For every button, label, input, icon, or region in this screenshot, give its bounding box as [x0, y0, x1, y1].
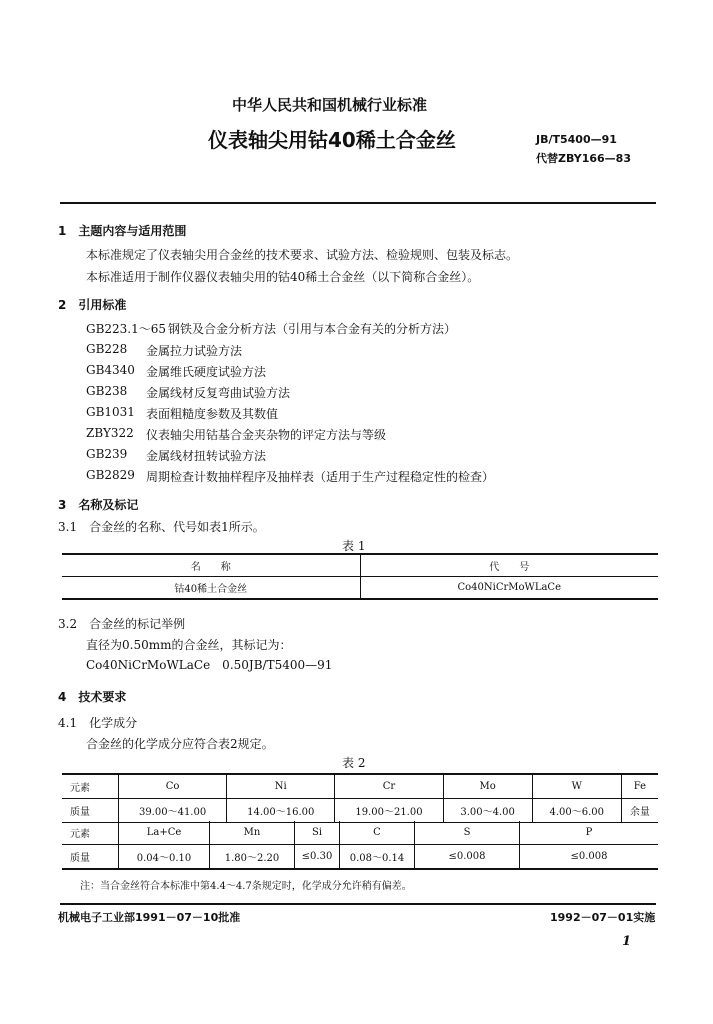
table-2-cell: Ni [227, 774, 335, 799]
section-3-title: 3 名称及标记 [58, 498, 139, 512]
replaces-code: 代替ZBY166—83 [536, 152, 631, 165]
reference-text: 金属线材反复弯曲试验方法 [146, 386, 291, 400]
table-2-row-label: 质量 [62, 799, 119, 823]
table-1-cell-code: Co40NiCrMoWLaCe [457, 582, 561, 593]
table-2-cell: C [340, 821, 415, 845]
reference-text: 周期检查计数抽样程序及抽样表（适用于生产过程稳定性的检查） [146, 470, 495, 484]
reference-code: GB1031 [86, 405, 135, 419]
section-4-title: 4 技术要求 [58, 690, 127, 704]
reference-code: GB223.1～65 [86, 322, 167, 336]
table-2-cell: La+Ce [119, 821, 210, 845]
table-2-cell: Co [119, 774, 227, 799]
reference-code: GB238 [86, 384, 128, 398]
reference-text: 金属线材扭转试验方法 [146, 449, 267, 463]
section-4-1: 4.1 化学成分 [58, 716, 138, 730]
table-2-cell: 0.08～0.14 [340, 845, 415, 870]
section-3-2-paragraph-2: Co40NiCrMoWLaCe 0.50JB/T5400—91 [86, 658, 333, 672]
approval-date: 机械电子工业部1991－07－10批准 [58, 911, 241, 924]
document-title: 仪表轴尖用钴40稀土合金丝 [208, 128, 456, 152]
table-2-cell: ≤0.008 [570, 851, 608, 862]
section-1-paragraph-1: 本标准规定了仪表轴尖用合金丝的技术要求、试验方法、检验规则、包装及标志。 [86, 248, 519, 262]
section-1-title: 1 主题内容与适用范围 [58, 224, 187, 238]
footer-rule [60, 903, 656, 905]
table-2-cell: Mo [443, 774, 532, 799]
table-2-cell: ≤0.008 [415, 845, 520, 870]
table-2-cell: 余量 [629, 807, 650, 818]
section-2-title: 2 引用标准 [58, 298, 127, 312]
table-2-cell: 0.04～0.10 [119, 845, 210, 870]
reference-text: 金属维氏硬度试验方法 [146, 365, 267, 379]
table-2-cell: ≤0.30 [295, 845, 340, 870]
table-2-lower [62, 821, 658, 870]
reference-text: 金属拉力试验方法 [146, 344, 243, 358]
section-3-1: 3.1 合金丝的名称、代号如表1所示。 [58, 520, 265, 534]
section-1-paragraph-2: 本标准适用于制作仪器仪表轴尖用的钴40稀土合金丝（以下简称合金丝）。 [86, 270, 480, 284]
table-2-cell: 4.00～6.00 [532, 799, 621, 823]
reference-code: ZBY322 [86, 426, 134, 440]
table-2-row-label: 元素 [62, 774, 119, 799]
reference-text: 钢铁及合金分析方法（引用与本合金有关的分析方法） [168, 322, 457, 336]
industry-standard-label: 中华人民共和国机械行业标准 [232, 96, 428, 114]
table-1-header-code: 代 号 [489, 562, 530, 573]
reference-text: 仪表轴尖用钴基合金夹杂物的评定方法与等级 [146, 428, 387, 442]
table-2-cell: 1.80～2.20 [210, 845, 295, 870]
table-2 [62, 773, 658, 823]
reference-code: GB4340 [86, 363, 135, 377]
table-2-cell: Fe [633, 781, 647, 792]
table-2-cell: Si [295, 821, 340, 845]
table-2-row-label: 质量 [62, 845, 119, 870]
table-2-cell: P [585, 827, 593, 838]
table-2-cell: Mn [210, 821, 295, 845]
reference-code: GB228 [86, 342, 128, 356]
table-2-cell: 3.00～4.00 [443, 799, 532, 823]
reference-code: GB2829 [86, 468, 135, 482]
table-1-cell-name: 钴40稀土合金丝 [62, 577, 360, 600]
table-1 [62, 553, 658, 600]
table-2-cell: W [532, 774, 621, 799]
section-4-1-paragraph-1: 合金丝的化学成分应符合表2规定。 [86, 737, 274, 751]
page-number: 1 [622, 934, 632, 949]
reference-code: GB239 [86, 447, 128, 461]
header-rule [60, 202, 656, 204]
reference-text: 表面粗糙度参数及其数值 [146, 407, 279, 421]
table-2-caption: 表 2 [342, 756, 366, 770]
section-3-2-paragraph-1: 直径为0.50mm的合金丝，其标记为： [86, 638, 292, 652]
table-2-cell: 19.00～21.00 [335, 799, 443, 823]
table-1-header-name: 名 称 [62, 554, 360, 577]
effective-date: 1992－07－01实施 [550, 911, 656, 924]
table-1-caption: 表 1 [342, 539, 366, 553]
table-2-cell: 39.00～41.00 [119, 799, 227, 823]
table-2-cell: S [415, 821, 520, 845]
table-2-cell: Cr [335, 774, 443, 799]
table-2-row-label: 元素 [62, 821, 119, 845]
table-2-cell: 14.00～16.00 [227, 799, 335, 823]
standard-code: JB/T5400—91 [536, 133, 617, 146]
table-2-note: 注：当合金丝符合本标准中第4.4～4.7条规定时，化学成分允许稍有偏差。 [80, 881, 412, 892]
section-3-2: 3.2 合金丝的标记举例 [58, 617, 186, 631]
